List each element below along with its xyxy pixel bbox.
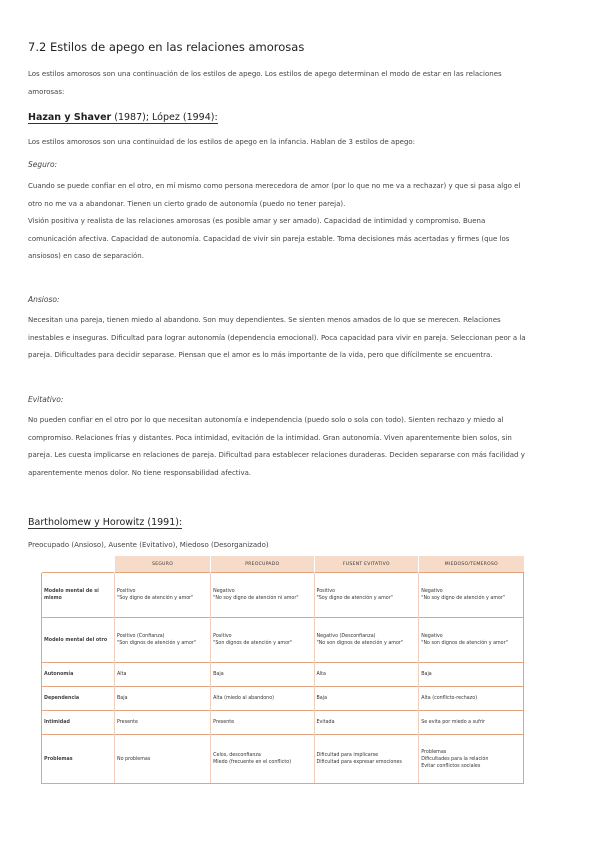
ansioso-label: Ansioso: bbox=[28, 295, 60, 304]
section-heading-bartholomew bbox=[28, 517, 182, 528]
table-cell: No problemas bbox=[115, 735, 211, 784]
table-row bbox=[42, 735, 524, 784]
heading-years: (1987); López (1994): bbox=[111, 112, 218, 123]
table-header-cell: PREOCUPADO bbox=[211, 556, 314, 573]
row-header: Dependencia bbox=[42, 687, 115, 711]
section1-text: Los estilos amorosos son una continuidad de los estilos de apego en la infancia. Hablan de 3 estilos de apego: bbox=[28, 138, 416, 146]
row-header: Autonomía bbox=[42, 663, 115, 687]
ansioso-p1: Necesitan una pareja, tienen miedo al abandono. Son muy dependientes. Se sienten menos amados de lo que se merecen. Relaciones inestables e inseguras. Dificultad para lograr autonomía (dependencia emocional). Poca capacidad para vivir en pareja. Seleccionan peor a la pareja. Dificultades para decidir separase. Piensan que el amor es lo más importante de la vida, pero que difícilmente se encuentra. bbox=[28, 316, 526, 359]
table-row bbox=[42, 687, 524, 711]
page-title: 7.2 Estilos de apego en las relaciones amorosas bbox=[28, 40, 305, 54]
table-cell: Evitada bbox=[314, 711, 419, 735]
table-row bbox=[42, 711, 524, 735]
table-cell: Alta (conflicto-rechazo) bbox=[419, 687, 524, 711]
table-cell: Alta bbox=[115, 663, 211, 687]
table-cell: Alta bbox=[314, 663, 419, 687]
table-cell: Se evita por miedo a sufrir bbox=[419, 711, 524, 735]
section2-text: Preocupado (Ansioso), Ausente (Evitativo), Miedoso (Desorganizado) bbox=[28, 541, 269, 549]
table-cell: Positivo (Confianza) "Son dignos de atención y amor" bbox=[115, 618, 211, 663]
table-cell: Baja bbox=[211, 663, 314, 687]
table-header-cell: MIEDOSO/TEMEROSO bbox=[419, 556, 524, 573]
seguro-label: Seguro: bbox=[28, 160, 58, 169]
table-cell: Negativo "No son dignos de atención y amor" bbox=[419, 618, 524, 663]
attachment-table bbox=[41, 556, 524, 784]
table-cell: Alta (miedo al abandono) bbox=[211, 687, 314, 711]
table-cell: Dificultad para implicarse Dificultad para expresar emociones bbox=[314, 735, 419, 784]
section-heading-hazan bbox=[28, 112, 218, 123]
table-cell: Negativo (Desconfianza) "No son dignos de atención y amor" bbox=[314, 618, 419, 663]
table-header-row bbox=[42, 556, 524, 573]
intro-paragraph: Los estilos amorosos son una continuación de los estilos de apego. Los estilos de apego determinan el modo de estar en las relaciones amorosas: bbox=[28, 70, 502, 96]
table-header-cell: FUSENT EVITATIVO bbox=[314, 556, 419, 573]
table-row bbox=[42, 663, 524, 687]
table-cell: Baja bbox=[115, 687, 211, 711]
table-cell: Celos, desconfianza Miedo (frecuente en el conflicto) bbox=[211, 735, 314, 784]
table-cell: Positivo "Soy digno de atención y amor" bbox=[314, 573, 419, 618]
table-header-cell: SEGURO bbox=[115, 556, 211, 573]
table-cell: Problemas Dificultades para la relación Evitar conflictos sociales bbox=[419, 735, 524, 784]
table-cell: Baja bbox=[419, 663, 524, 687]
table-cell: Presente bbox=[115, 711, 211, 735]
evitativo-p1: No pueden confiar en el otro por lo que necesitan autonomía e independencia (puedo solo o sola con todo). Sienten rechazo y miedo al compromiso. Relaciones frías y distantes. Poca intimidad, evitación de la intimidad. Gran autonomía. Viven aparentemente bien solos, sin pareja. Les cuesta implicarse en relaciones de pareja. Dificultad para establecer relaciones duraderas. Deciden separarse con más facilidad y aparentemente menos dolor. No tiene responsabilidad afectiva. bbox=[28, 416, 525, 477]
row-header: Problemas bbox=[42, 735, 115, 784]
table-header-cell bbox=[42, 556, 115, 573]
seguro-p2: Visión positiva y realista de las relaciones amorosas (es posible amar y ser amado). Capacidad de intimidad y compromiso. Buena comunicación afectiva. Capacidad de autonomía. Capacidad de vivir sin pareja estable. Toma decisiones más acertadas y firmes (que los ansiosos) en caso de separación. bbox=[28, 217, 510, 260]
table-cell: Negativo "No soy digno de atención ni amor" bbox=[211, 573, 314, 618]
table-cell: Negativo "No soy digno de atención y amor" bbox=[419, 573, 524, 618]
table-row bbox=[42, 618, 524, 663]
table-cell: Baja bbox=[314, 687, 419, 711]
row-header: Modelo mental del otro bbox=[42, 618, 115, 663]
heading-authors: Hazan y Shaver bbox=[28, 112, 112, 123]
table-cell: Positivo "Soy digno de atención y amor" bbox=[115, 573, 211, 618]
seguro-p1: Cuando se puede confiar en el otro, en mí mismo como persona merecedora de amor (por lo que no me va a rechazar) y que si pasa algo el otro no me va a abandonar. Tienen un cierto grado de autonomía (puedo no tener pareja). bbox=[28, 182, 521, 208]
table-cell: Positivo "Son dignos de atención y amor" bbox=[211, 618, 314, 663]
row-header: Modelo mental de sí mismo bbox=[42, 573, 115, 618]
table-cell: Presente bbox=[211, 711, 314, 735]
row-header: Intimidad bbox=[42, 711, 115, 735]
table-row bbox=[42, 573, 524, 618]
heading-bartholomew-text: Bartholomew y Horowitz (1991): bbox=[28, 517, 183, 528]
evitativo-label: Evitativo: bbox=[28, 395, 64, 404]
